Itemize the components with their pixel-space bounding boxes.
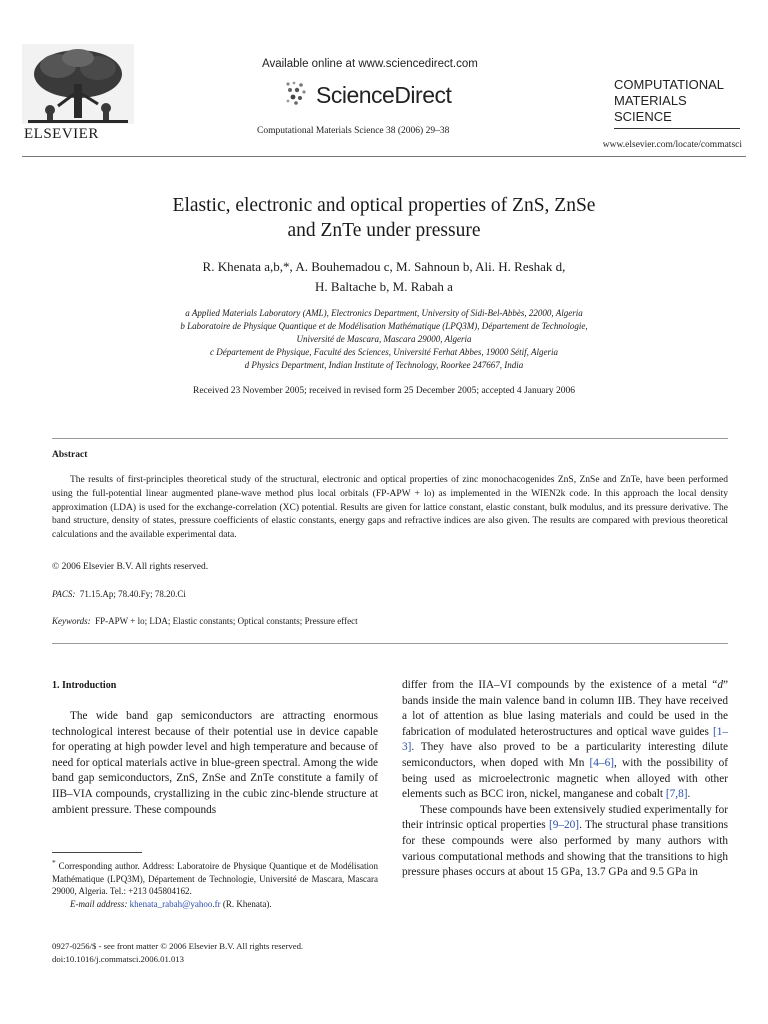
text-run: . The structural phase transitions for these compounds were also performed by many authors with various computational methods and showing that the transitions to high pressure phases occurs at about 15 GPa, 13.7 GPa and 9.5 GPa in [402, 819, 728, 879]
text-run: , with the possibility of being used as microelectronic magnetic when alloyed with other elements such as BCC iron, nickel, manganese and cobalt [402, 756, 728, 801]
paper-title-line: and ZnTe under pressure [287, 220, 481, 241]
text-run: These compounds have been extensively studied experimentally for their intrinsic optical properties [402, 803, 728, 832]
affiliation-c: c Département de Physique, Faculté des Sciences, Université Ferhat Abbes, 19000 Sétif, Algeria [210, 347, 558, 357]
abstract-body: The results of first-principles theoretical study of the structural, electronic and optical properties of zinc monochacogenides ZnS, ZnSe and ZnTe, have been performed using the full-potential linear augmented plane-wave method plus local orbitals (FP-APW + lo) as implemented in the WIEN2k code. In this approach the local density approximation (LDA) is used for the exchange-correlation (XC) potential. Results are given for lattice constant, elastic constant, bulk modulus, and its pressure derivative. The band structure, density of states, pressure coefficients of elastic constants, energy gaps and refractive indices are also given. The results are compared with previous theoretical calculations and the available experimental data. [52, 475, 728, 541]
intro-paragraph [402, 678, 728, 803]
journal-title-line: SCIENCE [614, 109, 672, 124]
author-list [0, 257, 768, 297]
journal-url-link[interactable]: www.elsevier.com/locate/commatsci [602, 140, 742, 150]
email-label: E-mail address: [70, 898, 128, 909]
footnote-email-line [52, 898, 378, 911]
sciencedirect-brand: ScienceDirect [316, 82, 452, 108]
text-run-italic: d [717, 679, 723, 691]
pacs-label: PACS: [52, 589, 76, 599]
affiliation-d: d Physics Department, Indian Institute of Technology, Roorkee 247667, India [244, 360, 524, 370]
pacs-value: 71.15.Ap; 78.40.Fy; 78.20.Ci [79, 589, 186, 599]
author-line-2: H. Baltache b, M. Rabah a [315, 279, 453, 294]
sciencedirect-dots-icon [284, 80, 308, 106]
pacs-codes [52, 589, 186, 599]
keywords [52, 616, 358, 626]
text-run: . They have also proved to be a particularity interesting dilute semiconductors, when doped with Mn [402, 741, 728, 769]
doi-line[interactable]: doi:10.1016/j.commatsci.2006.01.013 [52, 954, 184, 964]
paper-title [0, 193, 768, 243]
affiliation-b-cont: Université de Mascara, Mascara 29000, Algeria [296, 334, 472, 344]
citation-link[interactable]: [7,8] [665, 788, 688, 801]
text-run: . [687, 788, 691, 801]
keywords-label: Keywords: [52, 616, 91, 626]
footnote-text [52, 857, 378, 898]
publisher-name: ELSEVIER [24, 126, 99, 142]
abstract-bottom-rule [52, 643, 728, 644]
footnote-marker: * [52, 858, 56, 867]
affiliation-b: b Laboratoire de Physique Quantique et de Modélisation Mathématique (LPQ3M), Département de Technologie, [180, 321, 588, 331]
abstract-heading: Abstract [52, 450, 88, 460]
abstract-copyright: © 2006 Elsevier B.V. All rights reserved. [52, 562, 209, 572]
citation-link[interactable]: [1–3] [402, 725, 728, 754]
intro-paragraph [402, 803, 728, 881]
received-dates: Received 23 November 2005; received in revised form 25 December 2005; accepted 4 January 2006 [193, 386, 575, 396]
journal-title-line: COMPUTATIONAL [614, 77, 725, 92]
citation-link[interactable]: [9–20] [548, 819, 580, 832]
intro-right-column [402, 678, 728, 881]
affiliation-a: a Applied Materials Laboratory (AML), Electronics Department, University of Sidi-Bel-Abbès, 22000, Algeria [185, 308, 583, 318]
email-link[interactable]: khenata_rabah@yahoo.fr [129, 898, 221, 909]
footnote-address: Corresponding author. Address: Laboratoire de Physique Quantique et de Modélisation Mathématique (LPQ3M), Département de Technologie, Université de Mascara, Mascara 29000, Algeria. Tel.: +213 045804162. [52, 861, 378, 896]
journal-citation: Computational Materials Science 38 (2006) 29–38 [257, 126, 450, 136]
email-suffix: (R. Khenata). [220, 898, 272, 909]
keywords-value: FP-APW + lo; LDA; Elastic constants; Optical constants; Pressure effect [95, 616, 358, 626]
available-online-text[interactable]: Available online at www.sciencedirect.com [262, 58, 478, 70]
footnote-rule [52, 852, 142, 853]
intro-left-column: The wide band gap semiconductors are attracting enormous technological interest because of their potential use in device capable for operating at high powder level and high temperature and because of need for optical materials active in blue-green spectral. Among the wide band gap semiconductors, ZnS, ZnSe and ZnTe constitute a family of IIB–VIA compounds, crystallizing in the cubic zinc-blende structure at ambient pressure. These compounds [52, 710, 378, 816]
section-heading-introduction: 1. Introduction [52, 680, 117, 691]
front-matter-line: 0927-0256/$ - see front matter © 2006 Elsevier B.V. All rights reserved. [52, 941, 304, 951]
header-divider [22, 156, 746, 157]
paper-title-line: Elastic, electronic and optical properties of ZnS, ZnSe [172, 195, 596, 216]
abstract-top-rule [52, 438, 728, 439]
journal-title-block [614, 77, 724, 125]
text-run: ” bands inside the main valence band in column IIB. They have received a lot of attention as blue lasing materials and could be used in the fabrication of modulated heterostructures and optical wave guides [402, 679, 728, 738]
author-line-1: R. Khenata a,b,*, A. Bouhemadou c, M. Sahnoun b, Ali. H. Reshak d, [202, 259, 566, 274]
citation-link[interactable]: [4–6] [589, 756, 615, 769]
journal-title-rule [614, 128, 740, 129]
journal-title-line: MATERIALS [614, 93, 687, 108]
corresponding-author-footnote [52, 857, 378, 910]
text-run: differ from the IIA–VI compounds by the existence of a metal “ [402, 679, 718, 691]
